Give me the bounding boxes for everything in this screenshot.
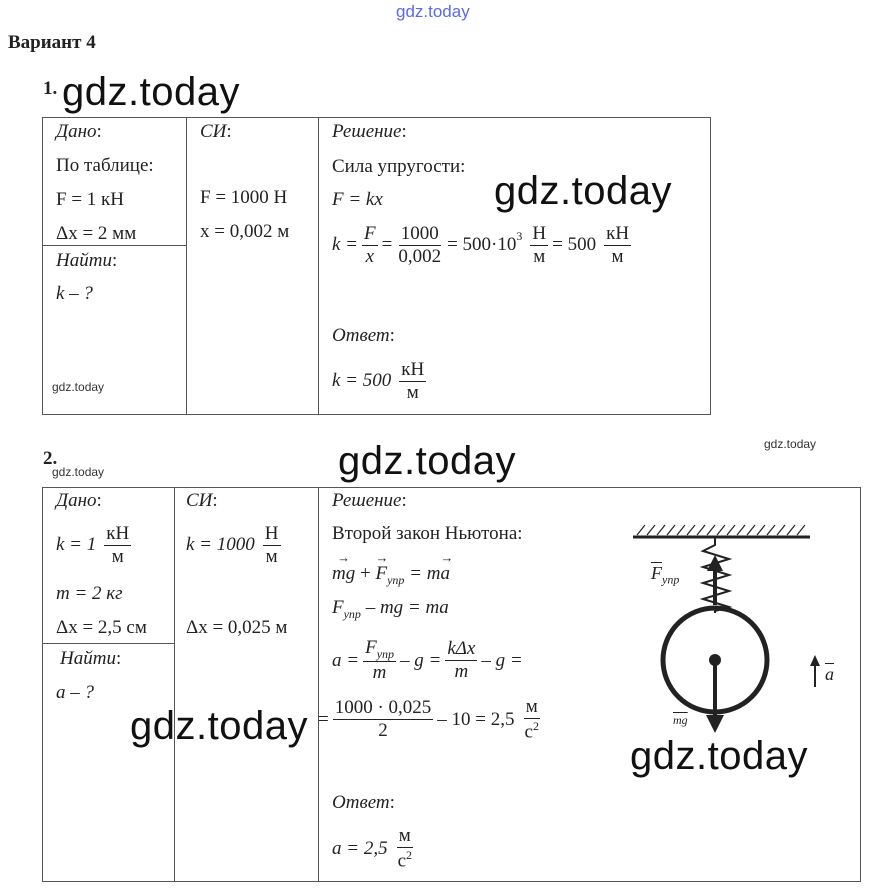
si-displacement: x = 0,002 м: [200, 221, 290, 242]
watermark: gdz.today: [62, 70, 240, 114]
solution-header: Решение:: [332, 121, 407, 142]
acceleration-arrowhead: [810, 655, 820, 666]
figure-label-elastic-force: $\overline{F}_{упр}$: [651, 563, 680, 587]
solution-title: Второй закон Ньютона:: [332, 523, 523, 544]
acceleration-formula: a = $\frac{F_{упр}}{m}$ – g = $\frac{\text{kΔx}}{m}$ – g =: [332, 637, 523, 684]
column-divider: [186, 117, 187, 415]
si-stiffness: k = 1000 $\frac{Н}{м}$: [186, 523, 279, 567]
row-divider: [42, 245, 187, 246]
given-stiffness: k = 1 $\frac{кН}{м}$: [56, 523, 130, 567]
given-force: F = 1 кН: [56, 189, 124, 210]
watermark: gdz.today: [630, 734, 808, 778]
given-header: Дано:: [56, 490, 102, 511]
watermark: gdz.today: [130, 704, 308, 748]
given-intro: По таблице:: [56, 155, 154, 176]
solution-header: Решение:: [332, 490, 407, 511]
si-header: СИ:: [186, 490, 218, 511]
answer-header: Ответ:: [332, 325, 395, 346]
watermark: gdz.today: [494, 169, 672, 213]
watermark: gdz.today: [52, 380, 105, 394]
watermark: gdz.today: [764, 437, 817, 451]
given-mass: m = 2 кг: [56, 583, 123, 604]
find-header: Найти:: [60, 648, 122, 669]
given-header: Дано:: [56, 121, 102, 142]
column-divider: [318, 117, 319, 415]
watermark-top: gdz.today: [396, 2, 470, 21]
problem-1-number: 1.: [43, 78, 58, 99]
si-header: СИ:: [200, 121, 232, 142]
solution-title: Сила упругости:: [332, 156, 466, 177]
spring-diagram: [625, 515, 825, 740]
acceleration-calc: = $\frac{1000 \cdot 0,025}{2}$ – 10 = 2,5 $\frac{м}{с^2}$: [318, 696, 539, 743]
given-displacement: Δx = 2 мм: [56, 223, 137, 244]
watermark: gdz.today: [338, 439, 516, 483]
gravity-arrowhead: [706, 715, 724, 733]
si-force: F = 1000 Н: [200, 187, 288, 208]
find-a: a – ?: [56, 682, 94, 703]
answer-a: a = 2,5 $\frac{м}{с^2}$: [332, 825, 413, 872]
column-divider: [318, 487, 319, 882]
si-displacement: Δx = 0,025 м: [186, 617, 288, 638]
variant-title: Вариант 4: [8, 32, 96, 53]
k-calculation: k = $\frac{F}{x}$ = $\frac{1000}{0,002}$ = 500·10 $^3$ $\frac{Н}{м}$ = 500 $\frac{кН}{м}$: [332, 223, 630, 267]
figure-label-gravity: $\overline{mg}$: [673, 713, 688, 727]
hooke-formula: F = kx: [332, 189, 383, 210]
answer-k: k = 500 $\frac{кН}{м}$: [332, 359, 425, 403]
find-k: k – ?: [56, 283, 93, 304]
newton-vector-eq: → mg + → $F_{упр} = m\to a$: [332, 563, 450, 588]
given-displacement: Δx = 2,5 см: [56, 617, 147, 638]
ceiling-hatch: [637, 525, 805, 535]
figure-label-acceleration: $\overline{a}$: [825, 664, 834, 684]
answer-header: Ответ:: [332, 792, 395, 813]
find-header: Найти:: [56, 250, 118, 271]
row-divider: [42, 643, 175, 644]
watermark: gdz.today: [52, 465, 105, 479]
newton-scalar-eq: $F_{упр}$ – mg = ma: [332, 597, 449, 621]
column-divider: [174, 487, 175, 882]
problem-2-number: 2.: [43, 448, 58, 469]
